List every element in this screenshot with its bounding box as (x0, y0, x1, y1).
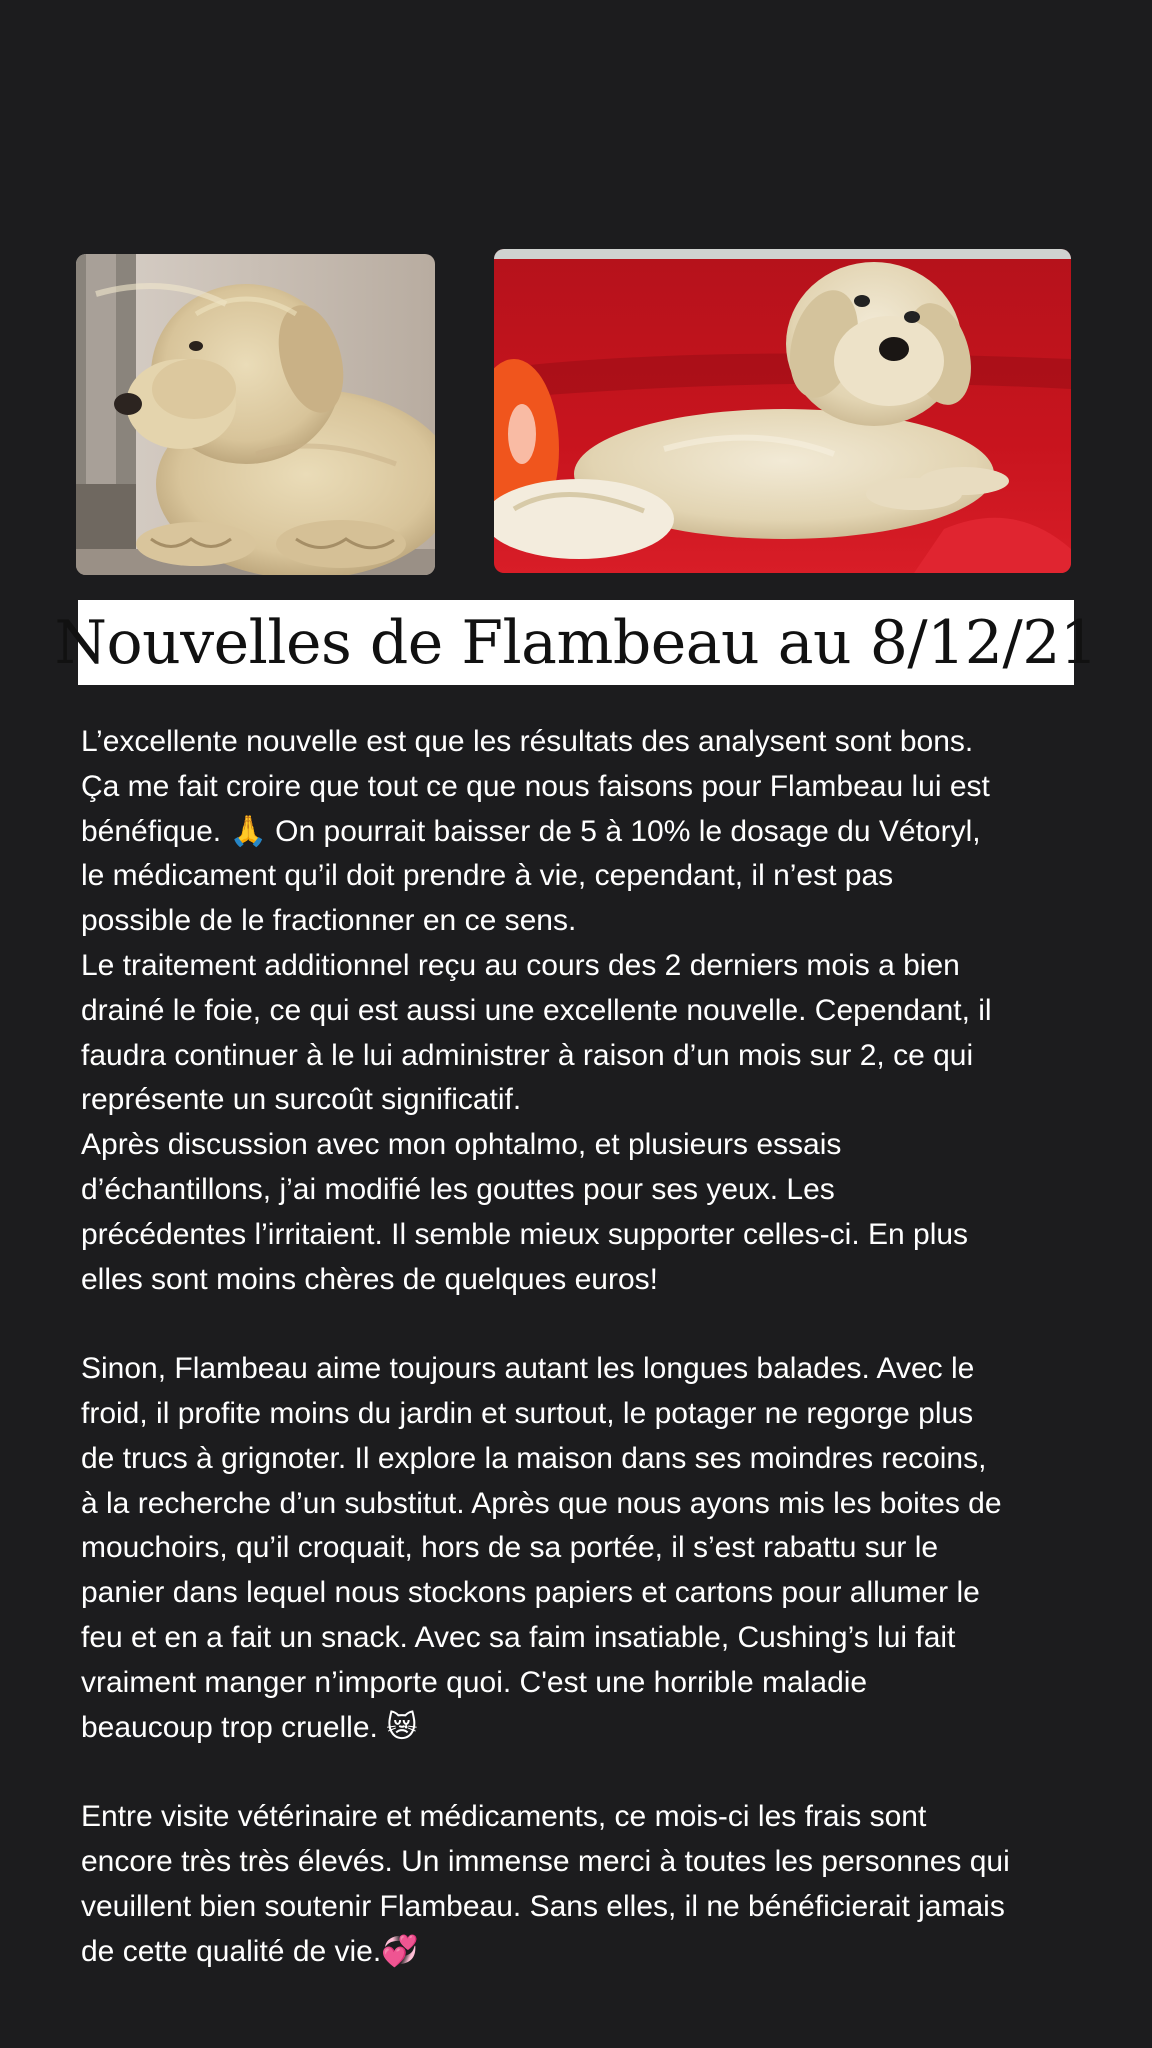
paragraph-eye-drops (81, 1123, 1121, 1302)
text-line: mouchoirs, qu’il croquait, hors de sa portée, il s’est rabattu sur le (81, 1531, 939, 1565)
dog-photo-right (494, 249, 1071, 573)
text-line: représente un surcoût significatif. (81, 1083, 522, 1117)
text-line: elles sont moins chères de quelques euros! (81, 1262, 659, 1296)
paragraph-spacer (81, 1302, 1121, 1347)
text-line: possible de le fractionner en ce sens. (81, 904, 577, 938)
text-line: Après discussion avec mon ophtalmo, et plusieurs essais (81, 1128, 842, 1162)
dog-on-red-sofa-photo-icon (494, 249, 1071, 573)
text-line: panier dans lequel nous stockons papiers et cartons pour allumer le (81, 1576, 980, 1610)
text-line: à la recherche d’un substitut. Après que nous ayons mis les boites de (81, 1486, 1002, 1520)
text-line: faudra continuer à le lui administrer à raison d’un mois sur 2, ce qui (81, 1038, 974, 1072)
text-line: de cette qualité de vie.💞 (81, 1934, 419, 1968)
paragraph-thanks (81, 1795, 1121, 1974)
text-line: encore très très élevés. Un immense merci à toutes les personnes qui (81, 1844, 1010, 1878)
text-line: veuillent bien soutenir Flambeau. Sans elles, il ne bénéficierait jamais (81, 1889, 1005, 1923)
article-body (81, 720, 1121, 1974)
text-line: d’échantillons, j’ai modifié les gouttes pour ses yeux. Les (81, 1172, 835, 1206)
text-line: le médicament qu’il doit prendre à vie, cependant, il n’est pas (81, 859, 894, 893)
text-line: L’excellente nouvelle est que les résultats des analysent sont bons. (81, 725, 974, 758)
text-line: Ça me fait croire que tout ce que nous faisons pour Flambeau lui est (81, 769, 990, 803)
text-line: drainé le foie, ce qui est aussi une excellente nouvelle. Cependant, il (81, 993, 992, 1027)
text-line: précédentes l’irritaient. Il semble mieux supporter celles-ci. En plus (81, 1217, 969, 1251)
text-line: Le traitement additionnel reçu au cours des 2 derniers mois a bien (81, 948, 960, 982)
dog-portrait-photo-icon (76, 254, 435, 575)
text-line: feu et en a fait un snack. Avec sa faim insatiable, Cushing’s lui fait (81, 1620, 956, 1654)
text-line: Entre visite vétérinaire et médicaments, ce mois-ci les frais sont (81, 1800, 927, 1834)
dog-photo-left (76, 254, 435, 575)
paragraph-daily-life (81, 1347, 1121, 1750)
paragraph-additional-treatment (81, 944, 1121, 1123)
text-line: Sinon, Flambeau aime toujours autant les longues balades. Avec le (81, 1352, 975, 1386)
text-line: de trucs à grignoter. Il explore la maison dans ses moindres recoins, (81, 1441, 987, 1475)
paragraph-spacer (81, 1750, 1121, 1795)
paragraph-analysis-results (81, 720, 1121, 944)
text-line: bénéfique. 🙏 On pourrait baisser de 5 à 10% le dosage du Vétoryl, (81, 814, 981, 848)
text-line: froid, il profite moins du jardin et surtout, le potager ne regorge plus (81, 1396, 974, 1430)
text-line: beaucoup trop cruelle. 😿 (81, 1710, 418, 1744)
text-line: vraiment manger n’importe quoi. C'est une horrible maladie (81, 1665, 868, 1699)
title-banner (54, 600, 1098, 685)
page-title: Nouvelles de Flambeau au 8/12/21 (54, 607, 1098, 678)
